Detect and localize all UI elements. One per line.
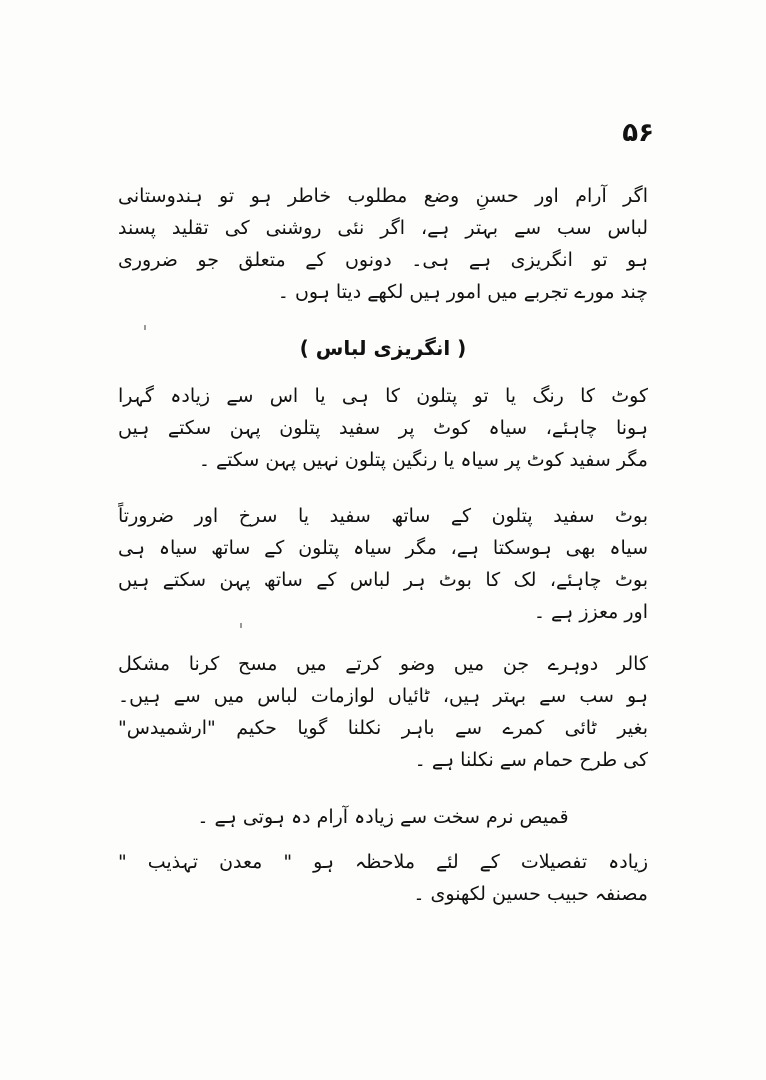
scan-speck [240,623,242,628]
collar-line: کی طرح حمام سے نکلنا ہے ۔ [414,749,648,771]
coat-line: ہونا چاہئے، سیاہ کوٹ پر سفید پتلون پہن سکتے ہیں [118,417,648,439]
reference-paragraph [118,846,648,910]
boot-line: بوٹ چاہئے، لک کا بوٹ ہر لباس کے ساتھ پہن سکتے ہیں [118,569,648,591]
boot-paragraph [118,500,648,628]
coat-line: مگر سفید کوٹ پر سیاہ یا رنگین پتلون نہیں پہن سکتے ۔ [198,449,648,471]
boot-line: بوٹ سفید پتلون کے ساتھ سفید یا سرخ اور ضرورتاً [118,505,648,527]
boot-line: اور معزز ہے ۔ [533,601,648,623]
reference-line: مصنفہ حبیب حسین لکھنوی ۔ [413,883,648,905]
coat-paragraph [118,380,648,476]
collar-line: کالر دوہرے جن میں وضو کرتے میں مسح کرنا مشکل [118,653,648,675]
page-number: ۵۶ [622,118,654,148]
coat-line: کوٹ کا رنگ یا تو پتلون کا ہی یا اس سے زیادہ گہرا [118,385,648,407]
intro-paragraph [118,180,648,308]
section-heading: ( انگریزی لباس ) [299,336,467,360]
intro-line: ہو تو انگریزی ہے ہی۔ دونوں کے متعلق جو ضروری [118,249,648,271]
collar-paragraph [118,648,648,776]
scan-speck [144,325,146,330]
boot-line: سیاہ بھی ہوسکتا ہے، مگر سیاہ پتلون کے ساتھ سیاہ ہی [118,537,648,559]
collar-line: ہو سب سے بہتر ہیں، ٹائیاں لوازمات لباس میں سے ہیں۔ [118,685,648,707]
intro-line: لباس سب سے بہتر ہے، اگر نئی روشنی کی تقلید پسند [118,217,648,239]
intro-line: اگر آرام اور حسنِ وضع مطلوب خاطر ہو تو ہندوستانی [118,185,648,207]
intro-line: چند مورے تجربے میں امور ہیں لکھے دیتا ہوں ۔ [277,281,648,303]
collar-line: بغیر ٹائی کمرے سے باہر نکلنا گویا حکیم "ارشمیدس" [118,717,648,739]
reference-line: زیادہ تفصیلات کے لئے ملاحظہ ہو " معدن تہذیب " [118,851,648,873]
shirt-line: قمیص نرم سخت سے زیادہ آرام دہ ہوتی ہے ۔ [197,806,569,828]
